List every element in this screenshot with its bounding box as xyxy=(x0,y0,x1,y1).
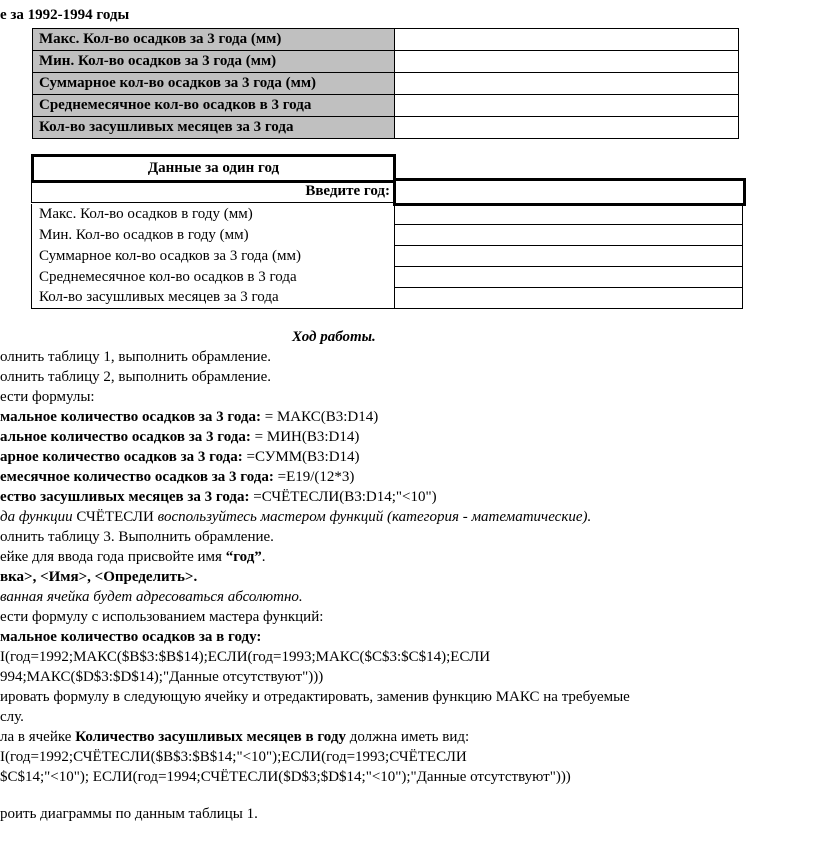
table2-header: Данные за один год xyxy=(31,154,396,183)
hint-text: да функции xyxy=(0,509,77,525)
formula-line xyxy=(0,429,359,446)
formula-line xyxy=(0,469,354,486)
formula-label: мальное количество осадков за в году: xyxy=(0,629,262,645)
formula-line xyxy=(0,409,378,426)
table2-value-cell[interactable] xyxy=(395,267,743,288)
table1-label: Суммарное кол-во осадков за 3 года (мм) xyxy=(33,73,395,95)
step-line: олнить таблицу 3. Выполнить обрамление. xyxy=(0,529,274,545)
table1-label: Мин. Кол-во осадков за 3 года (мм) xyxy=(33,51,395,73)
table1-value-cell[interactable] xyxy=(395,29,739,51)
step-line: олнить таблицу 2, выполнить обрамление. xyxy=(0,369,271,385)
step-text: ла в ячейке xyxy=(0,729,76,745)
formula-code: І(год=1992;СЧЁТЕСЛИ($B$3:$B$14;"<10");ЕСЛИ(год=1993;СЧЁТЕСЛИ xyxy=(0,749,467,765)
step-line: олнить таблицу 1, выполнить обрамление. xyxy=(0,349,271,365)
table1-label: Кол-во засушливых месяцев за 3 года xyxy=(33,117,395,139)
heading-table1: е за 1992-1994 годы xyxy=(0,7,130,23)
table1-value-cell[interactable] xyxy=(395,95,739,117)
name-text: “год” xyxy=(225,549,262,565)
step-text: должна иметь вид: xyxy=(345,729,470,745)
table1-value-cell[interactable] xyxy=(395,117,739,139)
step-text: ейке для ввода года присвойте имя xyxy=(0,549,226,565)
menu-path-line: вка>, <Имя>, <Определить>. xyxy=(0,569,198,585)
step-line: ести формулу с использованием мастера функций: xyxy=(0,609,324,625)
table2-value-cell[interactable] xyxy=(395,246,743,267)
step-line xyxy=(0,729,469,746)
step-text: . xyxy=(261,549,266,565)
formula-text: =СУММ(B3:D14) xyxy=(242,449,360,465)
table2-value-cell[interactable] xyxy=(395,204,743,225)
note-line: ванная ячейка будет адресоваться абсолютно. xyxy=(0,589,303,605)
table2-label: Мин. Кол-во осадков в году (мм) xyxy=(32,225,395,246)
table1 xyxy=(32,28,739,139)
formula-code: І(год=1992;МАКС($B$3:$B$14);ЕСЛИ(год=1993;МАКС($C$3:$C$14);ЕСЛИ xyxy=(0,649,491,665)
cell-name: Количество засушливых месяцев в году xyxy=(75,729,346,745)
formula-line xyxy=(0,489,437,506)
hint-text: воспользуйтесь мастером функций (категория - математические). xyxy=(153,509,592,525)
table-row xyxy=(33,95,739,117)
table-row xyxy=(33,117,739,139)
table1-value-cell[interactable] xyxy=(395,73,739,95)
step-line: ести формулы: xyxy=(0,389,95,405)
table2-value-cell[interactable] xyxy=(395,225,743,246)
table1-value-cell[interactable] xyxy=(395,51,739,73)
table2-year-label xyxy=(31,180,394,203)
table1-label: Среднемесячное кол-во осадков в 3 года xyxy=(33,95,395,117)
table2-label: Кол-во засушливых месяцев за 3 года xyxy=(32,288,395,309)
formula-text: = МАКС(B3:D14) xyxy=(261,409,379,425)
year-label-text: Введите год: xyxy=(305,183,390,199)
table1-label: Макс. Кол-во осадков за 3 года (мм) xyxy=(33,29,395,51)
table-row xyxy=(32,204,743,225)
formula-label: емесячное количество осадков за 3 года: xyxy=(0,469,274,485)
hint-line xyxy=(0,509,591,526)
table-row xyxy=(32,267,743,288)
year-input-cell[interactable] xyxy=(393,178,746,206)
table2-label: Макс. Кол-во осадков в году (мм) xyxy=(32,204,395,225)
formula-line xyxy=(0,449,360,466)
table-row xyxy=(33,73,739,95)
formula-text: =СЧЁТЕСЛИ(B3:D14;"<10") xyxy=(249,489,437,505)
formula-label: альное количество осадков за 3 года: xyxy=(0,429,251,445)
formula-label: мальное количество осадков за 3 года: xyxy=(0,409,261,425)
step-line xyxy=(0,549,266,566)
formula-text: =E19/(12*3) xyxy=(273,469,355,485)
formula-label: арное количество осадков за 3 года: xyxy=(0,449,243,465)
step-line: ировать формулу в следующую ячейку и отредактировать, заменив функцию МАКС на требуемые xyxy=(0,689,630,705)
table-row xyxy=(33,51,739,73)
formula-code: $C$14;"<10"); ЕСЛИ(год=1994;СЧЁТЕСЛИ($D$3;$D$14;"<10");"Данные отсутствуют"))) xyxy=(0,769,571,785)
step-line: слу. xyxy=(0,709,24,725)
section-title: Ход работы. xyxy=(292,329,376,345)
table-row xyxy=(32,246,743,267)
formula-label: ество засушливых месяцев за 3 года: xyxy=(0,489,250,505)
table-row xyxy=(33,29,739,51)
function-name: СЧЁТЕСЛИ xyxy=(76,509,154,525)
table2-label: Среднемесячное кол-во осадков в 3 года xyxy=(32,267,395,288)
formula-text: = МИН(B3:D14) xyxy=(250,429,360,445)
table-row xyxy=(32,225,743,246)
table2-value-cell[interactable] xyxy=(395,288,743,309)
table-row xyxy=(32,288,743,309)
step-line: роить диаграммы по данным таблицы 1. xyxy=(0,806,258,822)
table2-label: Суммарное кол-во осадков за 3 года (мм) xyxy=(32,246,395,267)
table2 xyxy=(31,203,743,309)
formula-code: 994;МАКС($D$3:$D$14);"Данные отсутствуют"))) xyxy=(0,669,324,685)
